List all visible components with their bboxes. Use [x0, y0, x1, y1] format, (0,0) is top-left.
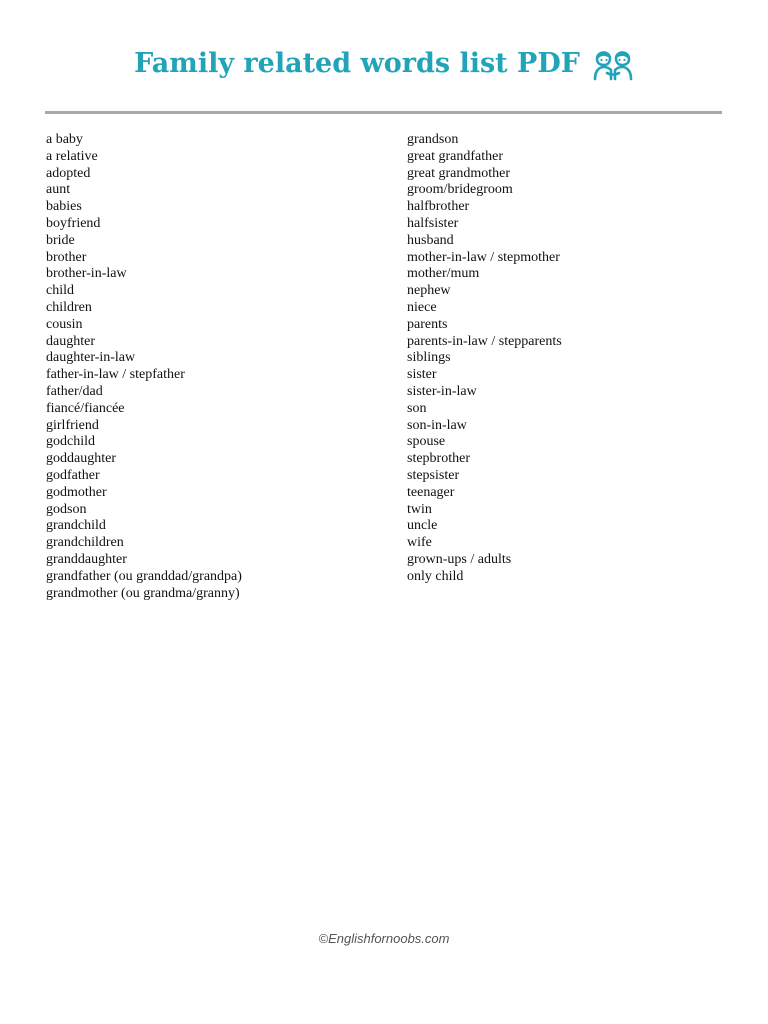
list-item: mother-in-law / stepmother — [407, 249, 560, 265]
list-item: teenager — [407, 484, 455, 500]
list-item: godchild — [46, 434, 95, 450]
list-item: adopted — [46, 165, 91, 181]
list-item: wife — [407, 535, 432, 551]
list-item: aunt — [46, 182, 71, 198]
list-item: spouse — [407, 434, 446, 450]
list-item: fiancé/fiancée — [46, 400, 125, 416]
list-item: bride — [46, 232, 75, 248]
list-item: great grandfather — [407, 148, 503, 164]
list-item: son — [407, 400, 427, 416]
family-icon — [592, 46, 634, 82]
list-item: great grandmother — [407, 165, 511, 181]
list-item: babies — [46, 199, 82, 215]
list-item: sister-in-law — [407, 383, 477, 399]
page-title: Family related words list PDF — [134, 48, 580, 79]
list-item: grandchild — [46, 518, 106, 534]
list-item: mother/mum — [407, 266, 480, 282]
list-item: granddaughter — [46, 551, 127, 567]
list-item: grandchildren — [46, 535, 124, 551]
list-item: child — [46, 283, 74, 299]
word-list-left — [46, 132, 242, 602]
list-item: godfather — [46, 467, 100, 483]
list-item: brother-in-law — [46, 266, 127, 282]
title-divider — [45, 111, 722, 114]
list-item: husband — [407, 232, 454, 248]
list-item: sister — [407, 367, 437, 383]
list-item: halfbrother — [407, 199, 470, 215]
list-item: grandfather (ou granddad/grandpa) — [46, 568, 242, 584]
list-item: niece — [407, 299, 437, 315]
list-item: boyfriend — [46, 215, 101, 231]
list-item: parents — [407, 316, 448, 332]
list-item: a baby — [46, 132, 83, 147]
list-item: siblings — [407, 350, 451, 366]
list-item: twin — [407, 501, 432, 517]
list-item: daughter-in-law — [46, 350, 136, 366]
list-item: a relative — [46, 148, 98, 164]
list-item: groom/bridegroom — [407, 182, 513, 198]
list-item: father-in-law / stepfather — [46, 367, 185, 383]
list-item: goddaughter — [46, 451, 116, 467]
list-item: halfsister — [407, 215, 459, 231]
list-item: daughter — [46, 333, 95, 349]
word-list-right — [407, 132, 562, 586]
list-item: girlfriend — [46, 417, 99, 433]
list-item: godmother — [46, 484, 107, 500]
list-item: stepbrother — [407, 451, 470, 467]
list-item: brother — [46, 249, 87, 265]
list-item: father/dad — [46, 383, 103, 399]
list-item: godson — [46, 501, 87, 517]
list-item: grandmother (ou grandma/granny) — [46, 585, 240, 601]
list-item: son-in-law — [407, 417, 467, 433]
list-item: only child — [407, 568, 464, 584]
title-row — [0, 44, 768, 84]
list-item: stepsister — [407, 467, 460, 483]
list-item: cousin — [46, 316, 83, 332]
list-item: parents-in-law / stepparents — [407, 333, 562, 349]
list-item: nephew — [407, 283, 451, 299]
list-item: uncle — [407, 518, 438, 534]
list-item: children — [46, 299, 92, 315]
list-item: grandson — [407, 132, 459, 147]
list-item: grown-ups / adults — [407, 551, 512, 567]
footer-copyright: ©Englishfornoobs.com — [318, 931, 450, 946]
